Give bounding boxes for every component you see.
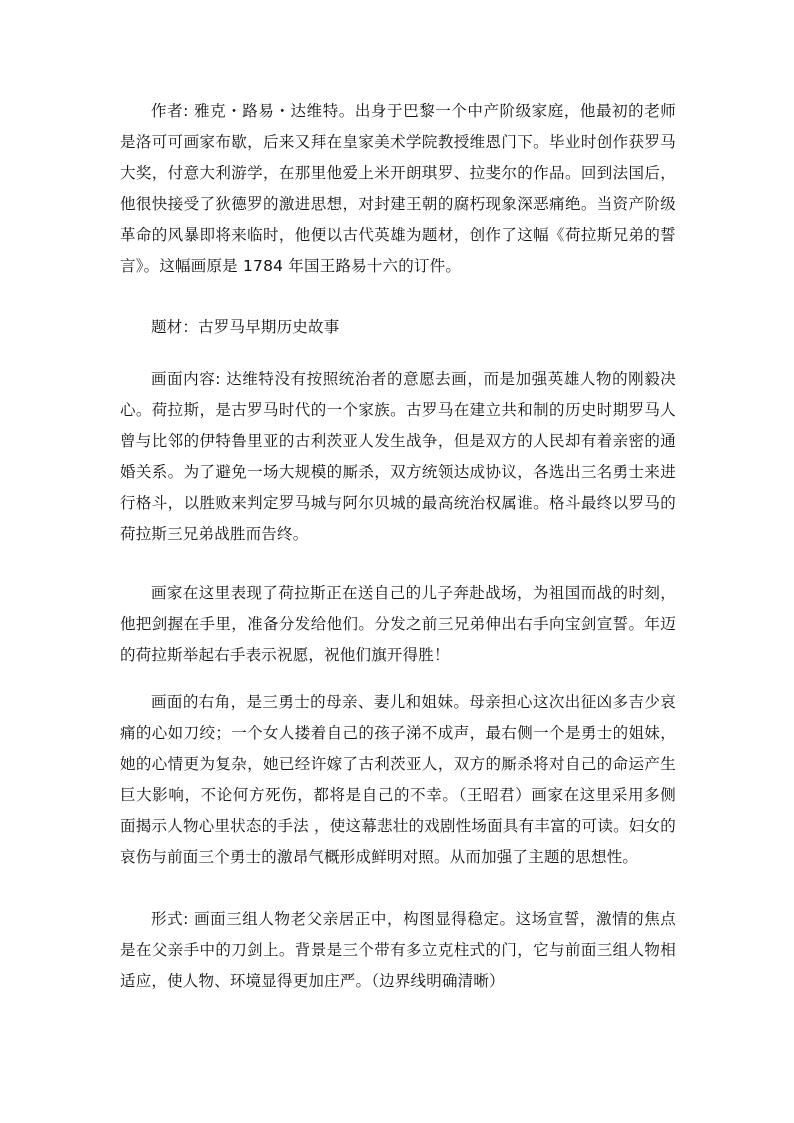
paragraph-author: 作者: 雅克・路易・达维特。出身于巴黎一个中产阶级家庭，他最初的老师是洛可可画家布歇，后来又拜在皇家美术学院教授维恩门下。毕业时创作获罗马大奖，付意大利游学，在那里他爱上米开朗琪罗、拉斐尔的作品。回到法国后，他很快接受了狄德罗的激进思想，对封建王朝的腐朽现象深恶痛绝。当资产阶级革命的风暴即将来临时，他便以古代英雄为题材，创作了这幅《荷拉斯兄弟的誓言》。这幅画原是 1784 年国王路易十六的订件。 [120,102,676,275]
paragraph-form: 形式: 画面三组人物老父亲居正中，构图显得稳定。这场宣誓，激情的焦点是在父亲手中的刀剑上。背景是三个带有多立克柱式的门，它与前面三组人物相适应，使人物、环境显得更加庄严。（边界线明确清晰） [120,910,676,990]
paragraph-right-corner: 画面的右角，是三勇士的母亲、妻儿和姐妹。母亲担心这次出征凶多吉少哀痛的心如刀绞；一个女人搂着自己的孩子涕不成声，最右侧一个是勇士的姐妹，她的心情更为复杂，她已经许嫁了古利茨亚人，双方的厮杀将对自己的命运产生巨大影响，不论何方死伤，都将是自己的不幸。（王昭君）画家在这里采用多侧面揭示人物心里状态的手法 ，使这幕悲壮的戏剧性场面具有丰富的可读。妇女的哀伤与前面三个勇士的激昂气概形成鲜明对照。从而加强了主题的思想性。 [120,693,676,866]
paragraph-subject: 题材：古罗马早期历史故事 [151,318,340,336]
paragraph-content: 画面内容: 达维特没有按照统治者的意愿去画，而是加强英雄人物的刚毅决心。荷拉斯，是古罗马时代的一个家族。古罗马在建立共和制的历史时期罗马人曾与比邻的伊特鲁里亚的古利茨亚人发生战争，但是双方的人民却有着亲密的通婚关系。为了避免一场大规模的厮杀，双方统领达成协议，各选出三名勇士来进行格斗，以胜败来判定罗马城与阿尔贝城的最高统治权属谁。格斗最终以罗马的荷拉斯三兄弟战胜而告终。 [120,370,676,543]
paragraph-painter-scene: 画家在这里表现了荷拉斯正在送自己的儿子奔赴战场，为祖国而战的时刻，他把剑握在手里，准备分发给他们。分发之前三兄弟伸出右手向宝剑宣誓。年迈的荷拉斯举起右手表示祝愿，祝他们旗开得胜！ [120,584,676,664]
